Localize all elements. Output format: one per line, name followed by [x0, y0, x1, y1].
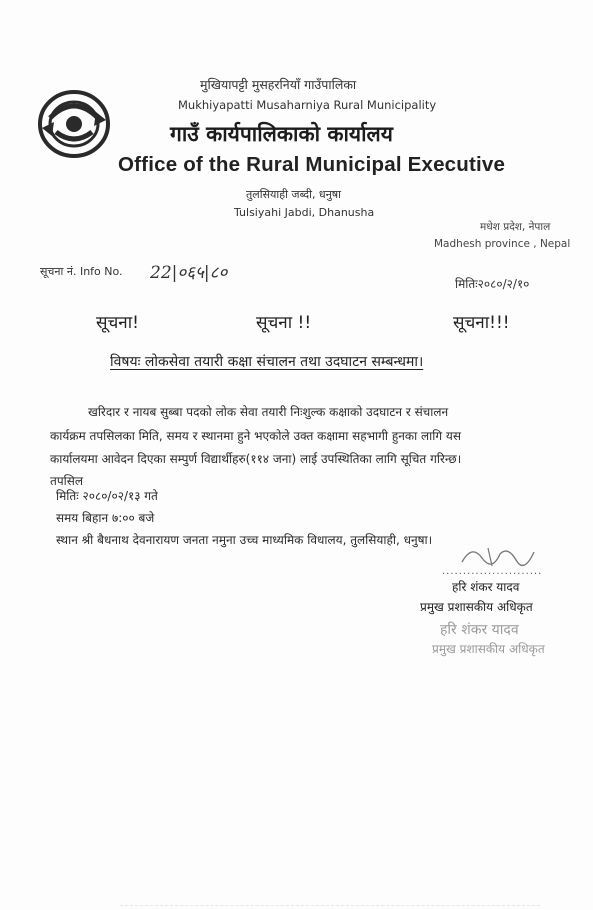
- notice-date: मितिः२०८०/२/१०: [455, 277, 530, 291]
- stamp-name: हरि शंकर यादव: [440, 622, 519, 638]
- body-line-2: कार्यक्रम तपसिलका मिति, समय र स्थानमा हुने भएकोले उक्त कक्षामा सहभागी हुनका लागि यस: [50, 429, 462, 443]
- signatory-title: प्रमुख प्रशासकीय अधिकृत: [420, 600, 533, 614]
- body-line-3: कार्यालयमा आवेदन दिएका सम्पुर्ण विद्यार्थीहरु(११४ जना) लाई उपस्थितिका लागि सूचित गरिन्छ।: [50, 452, 462, 466]
- details-date: मितिः २०८०/०२/१३ गते: [56, 489, 158, 503]
- details-time: समय बिहान ७:०० बजे: [56, 511, 155, 525]
- province-english: Madhesh province , Nepal: [434, 238, 571, 250]
- details-heading: तपसिल: [50, 474, 84, 488]
- notice-heading-1: सूचना!: [96, 313, 139, 333]
- body-line-1: खरिदार र नायब सुब्बा पदको लोक सेवा तयारी निःशुल्क कक्षाको उदघाटन र संचालन: [88, 405, 449, 419]
- address-nepali: तुलसियाही जब्दी, धनुषा: [246, 188, 342, 201]
- address-english: Tulsiyahi Jabdi, Dhanusha: [234, 206, 375, 219]
- office-title-nepali: गाउँ कार्यपालिकाको कार्यालय: [170, 122, 393, 146]
- municipality-name-nepali: मुखियापट्टी मुसहरनियाँ गाउँपालिका: [200, 77, 357, 92]
- province-nepali: मधेश प्रदेश, नेपाल: [480, 221, 551, 233]
- notice-number-value: 22|०६५|८०: [150, 263, 228, 283]
- subject-line: विषयः लोकसेवा तयारी कक्षा संचालन तथा उदघाटन सम्बन्धमा।: [110, 354, 424, 370]
- bottom-divider: [120, 905, 540, 907]
- signature-line: ........................: [442, 566, 543, 577]
- details-place: स्थान श्री बैधनाथ देवनारायण जनता नमुना उच्च माध्यमिक विधालय, तुलसियाही, धनुषा।: [56, 533, 433, 547]
- municipality-name-english: Mukhiyapatti Musaharniya Rural Municipality: [178, 98, 437, 112]
- notice-number-label: सूचना नं. Info No.: [40, 265, 123, 278]
- stamp-title: प्रमुख प्रशासकीय अधिकृत: [432, 642, 545, 656]
- office-title-english: Office of the Rural Municipal Executive: [118, 153, 506, 176]
- notice-heading-3: सूचना!!!: [453, 313, 510, 333]
- notice-heading-2: सूचना !!: [256, 313, 312, 333]
- municipality-logo-icon: [36, 88, 112, 160]
- signatory-name: हरि शंकर यादव: [452, 580, 520, 594]
